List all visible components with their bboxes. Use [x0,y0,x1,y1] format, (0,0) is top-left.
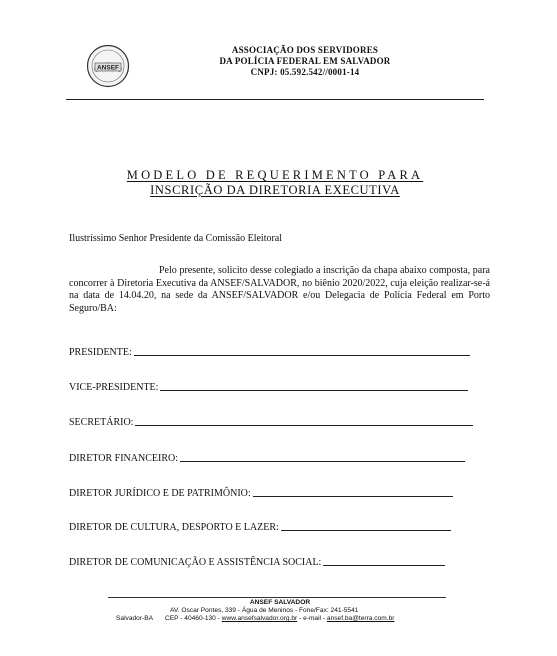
fill-in-line[interactable] [253,496,453,497]
header-divider [66,99,484,100]
footer-city: Salvador-BA [116,615,154,622]
footer-org-name: ANSEF SALVADOR [249,599,311,606]
fill-in-line[interactable] [281,530,451,531]
salutation: Ilustríssimo Senhor Presidente da Comissão Eleitoral [69,233,283,244]
footer-email-link[interactable]: ansef.ba@terra.com.br [326,615,395,622]
field-label: DIRETOR DE COMUNICAÇÃO E ASSISTÊNCIA SOCIAL: [69,557,322,568]
field-diretor-cultura [69,519,451,533]
fill-in-line[interactable] [160,390,468,391]
fill-in-line[interactable] [134,355,470,356]
title-line2: INSCRIÇÃO DA DIRETORIA EXECUTIVA [150,183,400,197]
field-label: PRESIDENTE: [69,347,132,358]
footer-contact [165,615,394,623]
org-name-line1: ASSOCIAÇÃO DOS SERVIDORES [231,45,379,55]
field-label: DIRETOR FINANCEIRO: [69,453,178,464]
footer-divider [108,597,446,598]
field-label: DIRETOR DE CULTURA, DESPORTO E LAZER: [69,522,279,533]
field-secretario [69,414,473,428]
logo-text: ANSEF [96,64,120,72]
field-diretor-financeiro [69,450,465,464]
fill-in-line[interactable] [180,461,465,462]
footer-website-link[interactable]: www.ansefsalvador.org.br [221,615,298,622]
field-label: DIRETOR JURÍDICO E DE PATRIMÔNIO: [69,488,251,499]
org-name-line2: DA POLÍCIA FEDERAL EM SALVADOR [219,56,391,66]
footer-email-label: - e-mail - [299,615,326,622]
field-vice-presidente [69,379,468,393]
org-cnpj: CNPJ: 05.592.542//0001-14 [250,67,360,77]
fill-in-line[interactable] [135,425,473,426]
ansef-seal-logo [86,44,130,88]
field-presidente [69,344,470,358]
field-label: SECRETÁRIO: [69,417,134,428]
fill-in-line[interactable] [323,565,445,566]
field-diretor-juridico [69,485,453,499]
organization-header [150,45,460,78]
document-title [66,168,484,198]
footer-cep: CEP - 40460-130 - [165,615,220,622]
footer-address: AV. Oscar Pontes, 339 - Água de Meninos - Fone/Fax: 241-5541 [170,607,359,614]
request-paragraph: Pelo presente, solicito desse colegiado a inscrição da chapa abaixo composta, para concorrer à Diretoria Executiva da ANSEF/SALVADOR, no biênio 2020/2022, cuja eleição realizar-se-á na data de 14.04.20, na sede da ANSEF/SALVADOR e/ou Delegacia de Polícia Federal em Porto Seguro/BA: [69,265,490,314]
field-label: VICE-PRESIDENTE: [69,382,159,393]
title-line1: MODELO DE REQUERIMENTO PARA [126,168,424,182]
field-diretor-comunicacao [69,554,445,568]
